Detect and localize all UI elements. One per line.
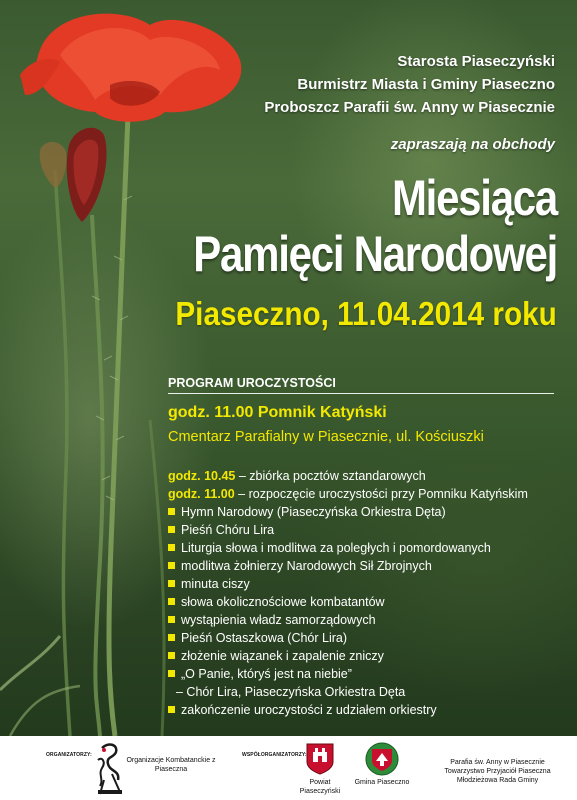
- schedule-time: godz. 11.00: [168, 487, 235, 501]
- square-bullet-icon: [168, 652, 175, 659]
- title-line-1: Miesiąca: [391, 170, 557, 226]
- square-bullet-icon: [168, 634, 175, 641]
- place-date: Piaseczno, 11.04.2014 roku: [175, 295, 557, 332]
- partners-list: [425, 758, 570, 785]
- item-text: minuta ciszy: [181, 577, 250, 591]
- organizers-text: Organizacje Kombatanckie z Piaseczna: [126, 757, 216, 773]
- list-item: [168, 611, 568, 629]
- list-item: [168, 629, 568, 647]
- item-text: Pieśń Chóru Lira: [181, 523, 275, 537]
- item-text: Liturgia słowa i modlitwa za poległych i pomordowanych: [181, 541, 491, 555]
- item-text: „O Panie, któryś jest na niebie”: [181, 667, 352, 681]
- main-event: godz. 11.00 Pomnik Katyński: [168, 404, 387, 421]
- list-item: [168, 665, 568, 683]
- list-item: [168, 521, 568, 539]
- list-item: [168, 467, 568, 485]
- gmina-coat-of-arms-icon: [365, 741, 399, 777]
- square-bullet-icon: [168, 598, 175, 605]
- inviter-line: Proboszcz Parafii św. Anny w Piasecznie: [264, 99, 555, 116]
- organizers-label: ORGANIZATORZY:: [46, 752, 92, 758]
- schedule-time: godz. 10.45: [168, 469, 236, 483]
- square-bullet-icon: [168, 706, 175, 713]
- footer: [0, 736, 577, 800]
- program-heading: PROGRAM UROCZYSTOŚCI: [168, 376, 336, 390]
- powiat-coat-of-arms-icon: [305, 742, 335, 776]
- square-bullet-icon: [168, 508, 175, 515]
- invite-text: zapraszają na obchody: [390, 136, 555, 153]
- item-text: wystąpienia władz samorządowych: [181, 613, 376, 627]
- inviters: [264, 50, 555, 119]
- square-bullet-icon: [168, 562, 175, 569]
- poster-title: [124, 170, 557, 282]
- list-item: [168, 575, 568, 593]
- coorganizers-label: WSPÓŁORGANIZATORZY:: [242, 752, 307, 758]
- inviter-line: Burmistrz Miasta i Gminy Piaseczno: [297, 76, 555, 93]
- item-text: Pieśń Ostaszkowa (Chór Lira): [181, 631, 348, 645]
- item-text: Hymn Narodowy (Piaseczyńska Orkiestra Dęta): [181, 505, 446, 519]
- divider: [168, 393, 554, 394]
- item-text: zakończenie uroczystości z udziałem orkiestry: [181, 703, 437, 717]
- partner-line: Parafia św. Anny w Piasecznie: [450, 759, 545, 766]
- partner-line: Młodzieżowa Rada Gminy: [456, 777, 539, 784]
- square-bullet-icon: [168, 544, 175, 551]
- powiat-label: Powiat Piaseczyński: [299, 779, 341, 795]
- title-line-2: Pamięci Narodowej: [193, 226, 557, 282]
- item-text: słowa okolicznościowe kombatantów: [181, 595, 385, 609]
- list-item: [168, 539, 568, 557]
- schedule-text: – rozpoczęcie uroczystości przy Pomniku Katyńskim: [234, 487, 528, 501]
- list-item: [168, 593, 568, 611]
- list-item: [168, 503, 568, 521]
- partner-line: Towarzystwo Przyjaciół Piaseczna: [444, 768, 551, 775]
- list-item: [168, 485, 568, 503]
- item-text: modlitwa żołnierzy Narodowych Sił Zbrojnych: [181, 559, 432, 573]
- square-bullet-icon: [168, 526, 175, 533]
- schedule-list: [168, 467, 568, 719]
- list-item: [168, 701, 568, 719]
- square-bullet-icon: [168, 670, 175, 677]
- square-bullet-icon: [168, 580, 175, 587]
- veterans-logo: [90, 740, 130, 796]
- square-bullet-icon: [168, 616, 175, 623]
- schedule-text: – zbiórka pocztów sztandarowych: [235, 469, 426, 483]
- list-item-continuation: – Chór Lira, Piaseczyńska Orkiestra Dęta: [176, 685, 406, 699]
- item-text: złożenie wiązanek i zapalenie zniczy: [181, 649, 384, 663]
- gmina-label: Gmina Piaseczno: [354, 779, 410, 786]
- main-place: Cmentarz Parafialny w Piasecznie, ul. Kościuszki: [168, 429, 484, 445]
- list-item: [168, 647, 568, 665]
- inviter-line: Starosta Piaseczyński: [397, 53, 555, 70]
- list-item: [168, 557, 568, 575]
